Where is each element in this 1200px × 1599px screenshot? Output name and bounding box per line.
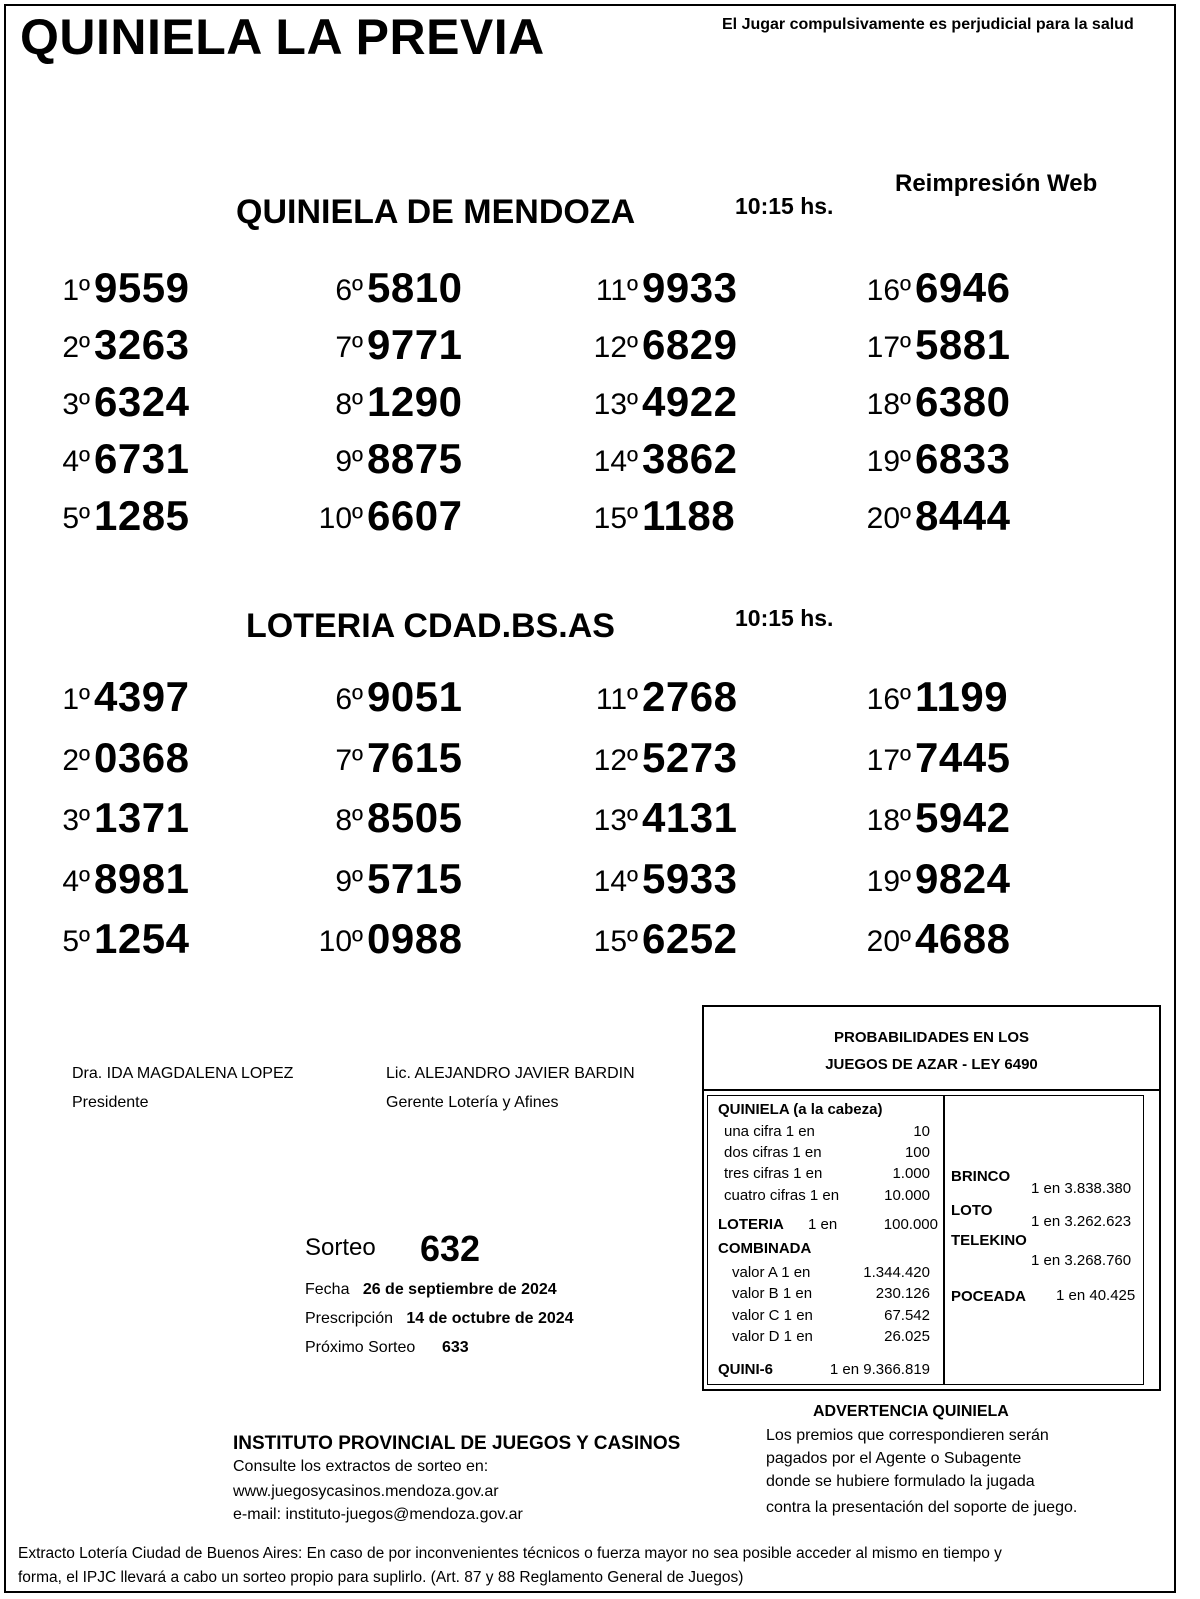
bsas-result-cell bbox=[12, 917, 212, 967]
mendoza-result-cell bbox=[833, 494, 1033, 544]
bsas-result-cell bbox=[285, 675, 485, 725]
bsas-result-number: 8505 bbox=[367, 794, 463, 841]
mendoza-result-position: 14º bbox=[593, 445, 638, 478]
bsas-result-number: 8981 bbox=[94, 854, 190, 902]
bsas-section-title: LOTERIA CDAD.BS.AS bbox=[246, 607, 615, 645]
sorteo-number: 632 bbox=[420, 1228, 481, 1269]
quiniela-prob-value: 10 bbox=[913, 1123, 930, 1140]
bsas-result-cell bbox=[833, 854, 1033, 907]
bsas-result-position: 12º bbox=[593, 743, 638, 777]
bsas-result-cell bbox=[833, 796, 1033, 846]
mendoza-result-cell bbox=[12, 323, 212, 373]
probabilities-table bbox=[707, 1095, 1144, 1385]
bsas-result-position: 16º bbox=[866, 683, 911, 716]
mendoza-result-position: 20º bbox=[866, 502, 911, 535]
signatory-1-role: Presidente bbox=[72, 1094, 149, 1111]
mendoza-result-cell bbox=[560, 494, 760, 544]
mendoza-result-position: 10º bbox=[318, 502, 363, 535]
bsas-result-position: 6º bbox=[335, 683, 363, 716]
quini6-prob-label: QUINI-6 bbox=[718, 1361, 774, 1378]
poceada-prob-label: POCEADA bbox=[951, 1288, 1027, 1305]
quiniela-prob-value: 10.000 bbox=[884, 1187, 930, 1204]
proximo-label: Próximo Sorteo bbox=[305, 1339, 416, 1356]
mendoza-result-position: 6º bbox=[335, 274, 363, 307]
mendoza-result-cell bbox=[560, 323, 760, 373]
mendoza-result-cell bbox=[285, 494, 485, 544]
loteria-prob-value: 100.000 bbox=[883, 1216, 938, 1233]
bsas-result-number: 9051 bbox=[367, 673, 463, 720]
mendoza-result-position: 17º bbox=[866, 331, 911, 364]
bsas-result-number: 5273 bbox=[642, 733, 738, 781]
bsas-result-position: 4º bbox=[62, 864, 90, 898]
mendoza-result-position: 15º bbox=[593, 502, 638, 535]
bsas-result-cell bbox=[833, 917, 1033, 967]
mendoza-result-cell bbox=[833, 266, 1033, 316]
mendoza-result-number: 6833 bbox=[915, 435, 1011, 482]
bsas-result-number: 6252 bbox=[642, 915, 738, 962]
bsas-result-position: 9º bbox=[335, 864, 363, 898]
bsas-result-position: 8º bbox=[335, 804, 363, 837]
bsas-result-number: 1254 bbox=[94, 915, 190, 962]
combinada-prob-label: valor B 1 en bbox=[732, 1285, 813, 1302]
mendoza-result-number: 3263 bbox=[94, 321, 190, 368]
mendoza-result-cell bbox=[833, 323, 1033, 373]
signatory-2-name: Lic. ALEJANDRO JAVIER BARDIN bbox=[386, 1065, 635, 1082]
mendoza-result-number: 6946 bbox=[915, 264, 1011, 311]
bsas-result-cell bbox=[12, 854, 212, 907]
bsas-result-number: 1199 bbox=[915, 673, 1009, 720]
mendoza-section-title: QUINIELA DE MENDOZA bbox=[236, 193, 636, 231]
mendoza-result-cell bbox=[285, 323, 485, 373]
mendoza-result-cell bbox=[12, 494, 212, 544]
bsas-result-cell bbox=[12, 796, 212, 846]
advert-line: Los premios que correspondieren serán bbox=[766, 1427, 1049, 1444]
bsas-result-number: 4688 bbox=[915, 915, 1011, 962]
probabilities-header-line2: JUEGOS DE AZAR - LEY 6490 bbox=[825, 1056, 1038, 1073]
bsas-result-cell bbox=[12, 733, 212, 786]
mendoza-result-cell bbox=[12, 437, 212, 487]
quiniela-prob-label: dos cifras 1 en bbox=[724, 1144, 822, 1161]
bsas-result-number: 4131 bbox=[642, 794, 738, 841]
bsas-result-number: 2768 bbox=[642, 673, 738, 720]
mendoza-result-position: 18º bbox=[866, 388, 911, 421]
mendoza-result-number: 4922 bbox=[642, 378, 738, 425]
mendoza-result-position: 2º bbox=[62, 331, 90, 364]
combinada-prob-label: valor D 1 en bbox=[732, 1328, 813, 1345]
health-warning: El Jugar compulsivamente es perjudicial para la salud bbox=[722, 16, 1134, 33]
bsas-result-number: 0368 bbox=[94, 733, 190, 781]
quiniela-prob-value: 1.000 bbox=[892, 1165, 930, 1182]
mendoza-result-number: 6607 bbox=[367, 492, 463, 539]
telekino-prob-value: 1 en 3.268.760 bbox=[1031, 1252, 1132, 1269]
bsas-result-cell bbox=[12, 675, 212, 725]
mendoza-result-number: 6829 bbox=[642, 321, 738, 368]
fecha-row bbox=[305, 1281, 557, 1299]
mendoza-result-number: 6380 bbox=[915, 378, 1011, 425]
poceada-prob-value: 1 en 40.425 bbox=[1056, 1287, 1136, 1304]
bsas-result-cell bbox=[285, 796, 485, 846]
bsas-result-cell bbox=[560, 675, 760, 725]
quini6-prob-value: 1 en 9.366.819 bbox=[829, 1361, 930, 1378]
mendoza-result-number: 5810 bbox=[367, 264, 463, 311]
signatory-1-name: Dra. IDA MAGDALENA LOPEZ bbox=[72, 1065, 294, 1082]
quiniela-prob-label: una cifra 1 en bbox=[724, 1123, 815, 1140]
combinada-prob-value: 26.025 bbox=[884, 1328, 930, 1345]
mendoza-draw-time: 10:15 hs. bbox=[735, 193, 834, 219]
mendoza-result-cell bbox=[12, 266, 212, 316]
combinada-prob-value: 1.344.420 bbox=[863, 1264, 930, 1281]
bsas-result-number: 4397 bbox=[94, 673, 190, 720]
bsas-result-position: 15º bbox=[593, 925, 638, 958]
quiniela-prob-title: QUINIELA (a la cabeza) bbox=[718, 1101, 883, 1118]
mendoza-result-position: 7º bbox=[335, 331, 363, 364]
bsas-result-position: 19º bbox=[866, 864, 911, 898]
mendoza-result-cell bbox=[12, 380, 212, 430]
email-link[interactable]: e-mail: instituto-juegos@mendoza.gov.ar bbox=[233, 1506, 523, 1523]
bsas-result-number: 5933 bbox=[642, 854, 738, 902]
advert-line: donde se hubiere formulado la jugada bbox=[766, 1473, 1035, 1490]
probabilities-header-line1: PROBABILIDADES EN LOS bbox=[833, 1029, 1029, 1046]
probabilities-header-divider bbox=[704, 1089, 1159, 1091]
mendoza-result-number: 8875 bbox=[367, 435, 463, 482]
telekino-prob-label: TELEKINO bbox=[951, 1232, 1027, 1249]
mendoza-result-cell bbox=[833, 380, 1033, 430]
mendoza-result-cell bbox=[285, 380, 485, 430]
mendoza-result-position: 3º bbox=[62, 388, 90, 421]
bsas-result-cell bbox=[285, 854, 485, 907]
advert-line: contra la presentación del soporte de juego. bbox=[766, 1499, 1078, 1516]
mendoza-result-position: 4º bbox=[62, 445, 90, 478]
mendoza-result-number: 5881 bbox=[915, 321, 1011, 368]
combinada-prob-label: valor C 1 en bbox=[732, 1307, 813, 1324]
mendoza-result-number: 1285 bbox=[94, 492, 190, 539]
bsas-result-cell bbox=[560, 733, 760, 786]
bsas-result-position: 7º bbox=[335, 743, 363, 777]
mendoza-result-number: 3862 bbox=[642, 435, 738, 482]
mendoza-result-position: 5º bbox=[62, 502, 90, 535]
bsas-result-position: 5º bbox=[62, 925, 90, 958]
fecha-value: 26 de septiembre de 2024 bbox=[362, 1281, 557, 1298]
brinco-prob-label: BRINCO bbox=[951, 1168, 1011, 1185]
loto-prob-label: LOTO bbox=[951, 1202, 993, 1219]
combinada-prob-label: valor A 1 en bbox=[732, 1264, 811, 1281]
page-title: QUINIELA LA PREVIA bbox=[20, 9, 545, 65]
probabilities-column-divider bbox=[943, 1096, 945, 1384]
bsas-result-number: 9824 bbox=[915, 854, 1011, 902]
probabilities-box bbox=[702, 1005, 1161, 1391]
mendoza-result-number: 9559 bbox=[94, 264, 190, 311]
bsas-result-cell bbox=[285, 917, 485, 967]
mendoza-result-cell bbox=[833, 437, 1033, 487]
bsas-result-cell bbox=[833, 675, 1033, 725]
mendoza-result-position: 9º bbox=[335, 445, 363, 478]
mendoza-result-cell bbox=[560, 380, 760, 430]
bsas-result-position: 3º bbox=[62, 804, 90, 837]
bottom-note-line1: Extracto Lotería Ciudad de Buenos Aires: En caso de por inconvenientes técnicos o fuerza mayor no sea posible acceder al mismo en tiempo y bbox=[18, 1545, 1002, 1562]
reprint-label: Reimpresión Web bbox=[895, 170, 1098, 197]
mendoza-result-number: 8444 bbox=[915, 492, 1011, 539]
sorteo-label: Sorteo bbox=[305, 1234, 376, 1261]
quiniela-prob-label: cuatro cifras 1 en bbox=[724, 1187, 840, 1204]
bsas-result-number: 1371 bbox=[94, 794, 190, 841]
mendoza-result-position: 16º bbox=[866, 274, 911, 307]
mendoza-result-number: 9933 bbox=[642, 264, 738, 311]
loteria-prob-label: LOTERIA bbox=[718, 1216, 784, 1233]
mendoza-result-position: 13º bbox=[593, 388, 638, 421]
loteria-prob-en: 1 en bbox=[808, 1216, 838, 1233]
mendoza-result-position: 19º bbox=[866, 445, 911, 478]
bsas-result-position: 14º bbox=[593, 864, 638, 898]
website-link[interactable]: www.juegosycasinos.mendoza.gov.ar bbox=[233, 1483, 499, 1500]
mendoza-result-position: 12º bbox=[593, 331, 638, 364]
mendoza-result-cell bbox=[560, 266, 760, 316]
combinada-prob-title: COMBINADA bbox=[718, 1240, 812, 1257]
mendoza-result-position: 11º bbox=[595, 274, 638, 307]
institute-name: INSTITUTO PROVINCIAL DE JUEGOS Y CASINOS bbox=[233, 1433, 681, 1454]
bsas-result-number: 7615 bbox=[367, 733, 463, 781]
signatory-2-role: Gerente Lotería y Afines bbox=[386, 1094, 559, 1111]
mendoza-result-position: 1º bbox=[62, 274, 90, 307]
prescripcion-label: Prescripción bbox=[305, 1310, 394, 1327]
bsas-result-cell bbox=[560, 917, 760, 967]
bottom-note-line2: forma, el IPJC llevará a cabo un sorteo propio para suplirlo. (Art. 87 y 88 Reglamento General de Juegos) bbox=[18, 1569, 744, 1586]
bsas-result-cell bbox=[285, 733, 485, 786]
bsas-result-position: 17º bbox=[866, 743, 911, 777]
combinada-prob-value: 230.126 bbox=[875, 1285, 930, 1302]
mendoza-result-position: 8º bbox=[335, 388, 363, 421]
mendoza-result-number: 1188 bbox=[642, 492, 736, 539]
mendoza-result-cell bbox=[285, 266, 485, 316]
bsas-result-position: 18º bbox=[866, 804, 911, 837]
mendoza-result-cell bbox=[285, 437, 485, 487]
bsas-result-position: 10º bbox=[318, 925, 363, 958]
bsas-result-number: 5715 bbox=[367, 854, 463, 902]
bsas-result-position: 1º bbox=[62, 683, 90, 716]
fecha-label: Fecha bbox=[305, 1281, 350, 1298]
bsas-result-cell bbox=[560, 854, 760, 907]
bsas-result-position: 11º bbox=[595, 683, 638, 716]
bsas-result-position: 20º bbox=[866, 925, 911, 958]
bsas-result-number: 5942 bbox=[915, 794, 1011, 841]
bsas-result-cell bbox=[833, 733, 1033, 786]
bsas-result-number: 0988 bbox=[367, 915, 463, 962]
advert-line: pagados por el Agente o Subagente bbox=[766, 1450, 1022, 1467]
advert-title: ADVERTENCIA QUINIELA bbox=[813, 1403, 1009, 1420]
proximo-value: 633 bbox=[441, 1339, 469, 1356]
mendoza-result-number: 9771 bbox=[367, 321, 463, 368]
mendoza-result-cell bbox=[560, 437, 760, 487]
combinada-prob-value: 67.542 bbox=[884, 1307, 930, 1324]
quiniela-prob-label: tres cifras 1 en bbox=[724, 1165, 823, 1182]
bsas-result-position: 2º bbox=[62, 743, 90, 777]
loto-prob-value: 1 en 3.262.623 bbox=[1031, 1213, 1132, 1230]
mendoza-result-number: 6324 bbox=[94, 378, 190, 425]
quiniela-prob-value: 100 bbox=[904, 1144, 930, 1161]
mendoza-result-number: 1290 bbox=[367, 378, 463, 425]
mendoza-result-number: 6731 bbox=[94, 435, 190, 482]
consult-text: Consulte los extractos de sorteo en: bbox=[233, 1458, 489, 1475]
bsas-draw-time: 10:15 hs. bbox=[735, 605, 834, 631]
bsas-result-position: 13º bbox=[593, 804, 638, 837]
brinco-prob-value: 1 en 3.838.380 bbox=[1031, 1180, 1132, 1197]
bsas-result-number: 7445 bbox=[915, 733, 1011, 781]
bsas-result-cell bbox=[560, 796, 760, 846]
prescripcion-value: 14 de octubre de 2024 bbox=[406, 1310, 574, 1327]
proximo-row bbox=[305, 1339, 469, 1357]
prescripcion-row bbox=[305, 1310, 574, 1328]
